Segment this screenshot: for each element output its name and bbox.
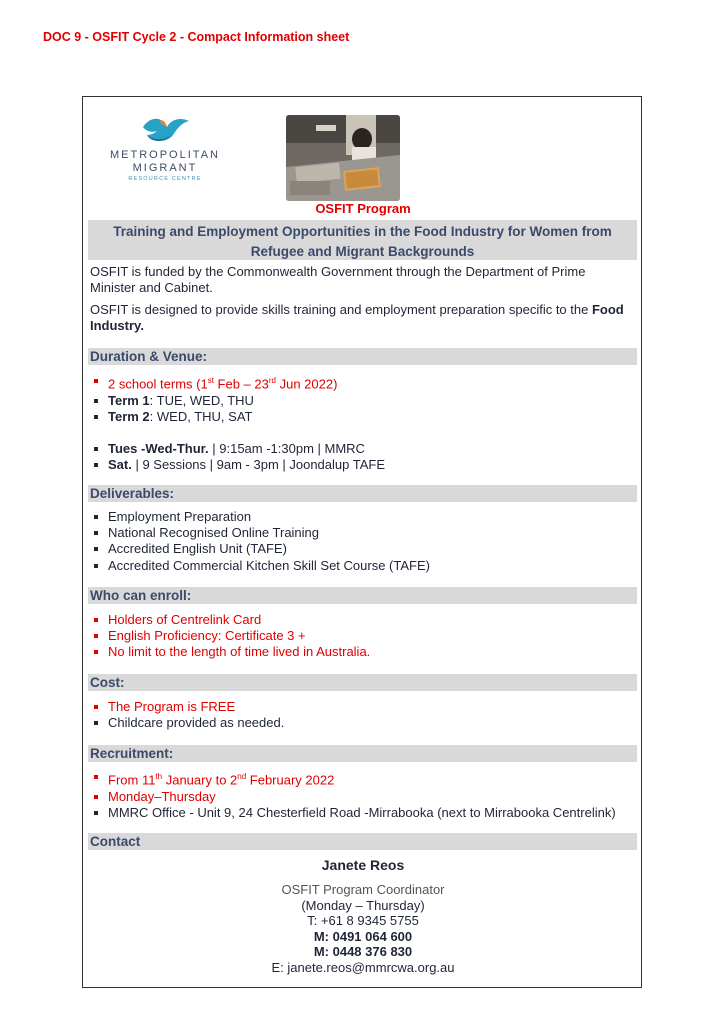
section-contact-heading: Contact [88,833,637,850]
logo-line-2: MIGRANT [132,162,198,174]
bird-icon [137,113,193,145]
logo-line-3: RESOURCE CENTRE [128,176,202,182]
list-item: English Proficiency: Certificate 3 + [92,628,370,644]
list-item: Employment Preparation [92,509,430,525]
list-item: No limit to the length of time lived in Australia. [92,644,370,660]
list-item: Childcare provided as needed. [92,715,284,731]
list-item [92,457,385,473]
contact-email[interactable]: E: janete.reos@mmrcwa.org.au [271,959,455,975]
document-title: DOC 9 - OSFIT Cycle 2 - Compact Information sheet [43,30,350,44]
duration-list [92,373,385,473]
enroll-list [92,612,370,661]
recruit-text: From 11 [108,772,156,788]
section-duration-heading: Duration & Venue: [88,348,637,365]
list-item [92,441,385,457]
terms-text: Feb – 23 [213,376,269,392]
list-item [92,409,385,425]
term1-value: : TUE, WED, THU [149,392,254,408]
contact-block [83,856,643,975]
intro-paragraph-1: OSFIT is funded by the Commonwealth Government through the Department of Prime Minister and Cabinet. [90,264,586,295]
contact-days: (Monday – Thursday) [301,897,425,913]
mmrc-logo [105,113,225,185]
list-item [92,393,385,409]
logo-line-1: METROPOLITAN [110,149,220,161]
weekday-label: Tues -Wed-Thur. [108,440,209,456]
section-deliverables-heading: Deliverables: [88,485,637,502]
term1-label: Term 1 [108,392,150,408]
weekday-value: | 9:15am -1:30pm | MMRC [208,440,365,456]
contact-mobile-1: M: 0491 064 600 [313,928,413,944]
contact-role: OSFIT Program Coordinator [281,882,445,897]
main-title-band [88,220,637,260]
list-item [92,373,385,393]
terms-text: 2 school terms (1 [108,376,208,392]
terms-sup: st [207,376,214,385]
cost-list [92,699,284,731]
section-enroll-heading: Who can enroll: [88,587,637,604]
section-recruitment-heading: Recruitment: [88,745,637,762]
list-item: MMRC Office - Unit 9, 24 Chesterfield Road -Mirrabooka (next to Mirrabooka Centrelink) [92,805,616,821]
term2-label: Term 2 [108,408,150,424]
deliverables-list [92,509,430,574]
list-item: The Program is FREE [92,699,284,715]
terms-sup: rd [268,376,276,385]
terms-text: Jun 2022) [276,376,338,392]
sat-label: Sat. [108,457,132,473]
recruit-text: February 2022 [246,772,335,788]
kitchen-photo [286,115,400,201]
recruit-text: January to 2 [162,772,238,788]
main-title-line-2: Refugee and Migrant Backgrounds [250,244,475,259]
program-title: OSFIT Program [315,201,411,216]
term2-value: : WED, THU, SAT [149,408,253,424]
list-item: National Recognised Online Training [92,525,430,541]
contact-name: Janete Reos [321,857,405,873]
contact-mobile-2: M: 0448 376 830 [313,944,413,959]
section-cost-heading: Cost: [88,674,637,691]
info-sheet [82,96,642,988]
recruit-sup: th [155,772,163,781]
list-item: Accredited Commercial Kitchen Skill Set Course (TAFE) [92,558,430,574]
contact-phone: T: +61 8 9345 5755 [307,913,419,928]
intro-paragraph-2 [90,302,630,334]
intro-p2-text: OSFIT is designed to provide skills training and employment preparation specific to the [90,302,589,317]
recruit-sup: nd [237,772,247,781]
main-title-line-1: Training and Employment Opportunities in the Food Industry for Women from [113,224,612,239]
sat-value: | 9 Sessions | 9am - 3pm | Joondalup TAFE [131,457,386,473]
list-item: Accredited English Unit (TAFE) [92,541,430,557]
intro-p2-bold: Food Industry. [90,302,624,333]
list-item [92,769,616,789]
list-item: Monday–Thursday [92,789,616,805]
list-item: Holders of Centrelink Card [92,612,370,628]
recruitment-list [92,769,616,821]
